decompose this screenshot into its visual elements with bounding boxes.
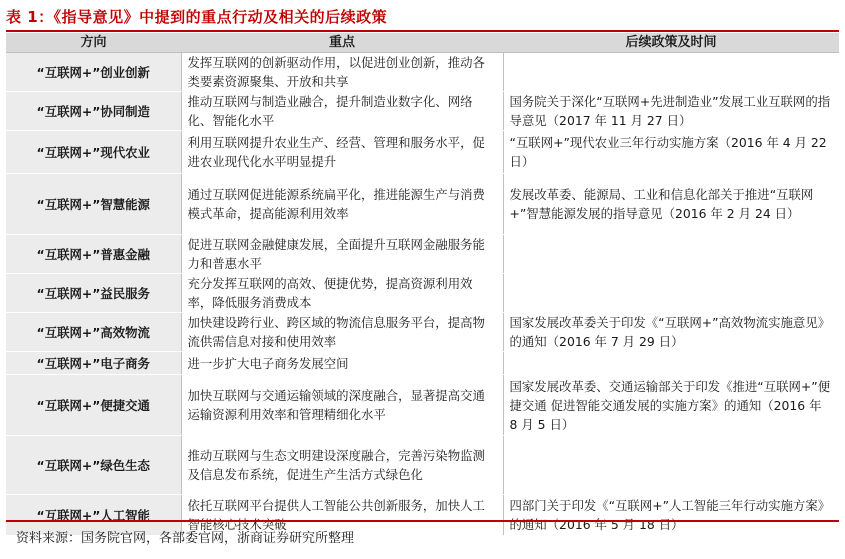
policy-cell: 国家发展改革委关于印发《“互联网+”高效物流实施意见》的通知（2016 年 7 月 29 日）: [503, 313, 839, 352]
table-row: [6, 92, 839, 131]
policy-table: [6, 33, 839, 536]
direction-cell: “互联网+”绿色生态: [6, 436, 181, 495]
table-row: [6, 352, 839, 375]
focus-cell: 充分发挥互联网的高效、便捷优势，提高资源利用效率，降低服务消费成本: [181, 274, 503, 313]
direction-cell: “互联网+”益民服务: [6, 274, 181, 313]
policy-cell: 发展改革委、能源局、工业和信息化部关于推进“互联网+”智慧能源发展的指导意见（2016 年 2 月 24 日）: [503, 174, 839, 235]
focus-cell: 加快互联网与交通运输领域的深度融合，显著提高交通运输资源利用效率和管理精细化水平: [181, 375, 503, 436]
focus-cell: 促进互联网金融健康发展，全面提升互联网金融服务能力和普惠水平: [181, 235, 503, 274]
focus-cell: 利用互联网提升农业生产、经营、管理和服务水平，促进农业现代化水平明显提升: [181, 131, 503, 174]
direction-cell: “互联网+”智慧能源: [6, 174, 181, 235]
policy-cell: [503, 352, 839, 375]
direction-cell: “互联网+”便捷交通: [6, 375, 181, 436]
focus-cell: 推动互联网与生态文明建设深度融合，完善污染物监测及信息发布系统，促进生产生活方式绿色化: [181, 436, 503, 495]
policy-cell: [503, 436, 839, 495]
table-row: [6, 436, 839, 495]
header-direction: 方向: [6, 33, 181, 53]
header-row: [6, 33, 839, 53]
direction-cell: “互联网+”普惠金融: [6, 235, 181, 274]
policy-cell: [503, 235, 839, 274]
table-row: [6, 313, 839, 352]
header-policy: 后续政策及时间: [503, 33, 839, 53]
source-note: 资料来源：国务院官网，各部委官网，浙商证券研究所整理: [16, 531, 355, 546]
table-row: [6, 53, 839, 92]
focus-cell: 依托互联网平台提供人工智能公共创新服务，加快人工智能核心技术突破: [181, 495, 503, 536]
policy-cell: [503, 53, 839, 92]
focus-cell: 加快建设跨行业、跨区域的物流信息服务平台，提高物流供需信息对接和使用效率: [181, 313, 503, 352]
table-row: [6, 375, 839, 436]
direction-cell: “互联网+”人工智能: [6, 495, 181, 536]
direction-cell: “互联网+”高效物流: [6, 313, 181, 352]
table-row: [6, 131, 839, 174]
policy-cell: 国务院关于深化“互联网+先进制造业”发展工业互联网的指导意见（2017 年 11 月 27 日）: [503, 92, 839, 131]
direction-cell: “互联网+”协同制造: [6, 92, 181, 131]
focus-cell: 推动互联网与制造业融合，提升制造业数字化、网络化、智能化水平: [181, 92, 503, 131]
policy-cell: [503, 274, 839, 313]
direction-cell: “互联网+”创业创新: [6, 53, 181, 92]
table-row: [6, 274, 839, 313]
policy-cell: “互联网+”现代农业三年行动实施方案（2016 年 4 月 22 日）: [503, 131, 839, 174]
header-focus: 重点: [181, 33, 503, 53]
table-title: 表 1：《指导意见》中提到的重点行动及相关的后续政策: [6, 8, 388, 26]
direction-cell: “互联网+”现代农业: [6, 131, 181, 174]
policy-cell: 国家发展改革委、交通运输部关于印发《推进“互联网+”便捷交通 促进智能交通发展的实施方案》的通知（2016 年 8 月 5 日）: [503, 375, 839, 436]
focus-cell: 进一步扩大电子商务发展空间: [181, 352, 503, 375]
top-rule: [6, 30, 839, 32]
bottom-rule: [6, 520, 839, 522]
table-row: [6, 174, 839, 235]
focus-cell: 发挥互联网的创新驱动作用，以促进创业创新，推动各类要素资源聚集、开放和共享: [181, 53, 503, 92]
direction-cell: “互联网+”电子商务: [6, 352, 181, 375]
focus-cell: 通过互联网促进能源系统扁平化，推进能源生产与消费模式革命，提高能源利用效率: [181, 174, 503, 235]
table-row: [6, 235, 839, 274]
policy-cell: 四部门关于印发《“互联网+”人工智能三年行动实施方案》的通知（2016 年 5 月 18 日）: [503, 495, 839, 536]
